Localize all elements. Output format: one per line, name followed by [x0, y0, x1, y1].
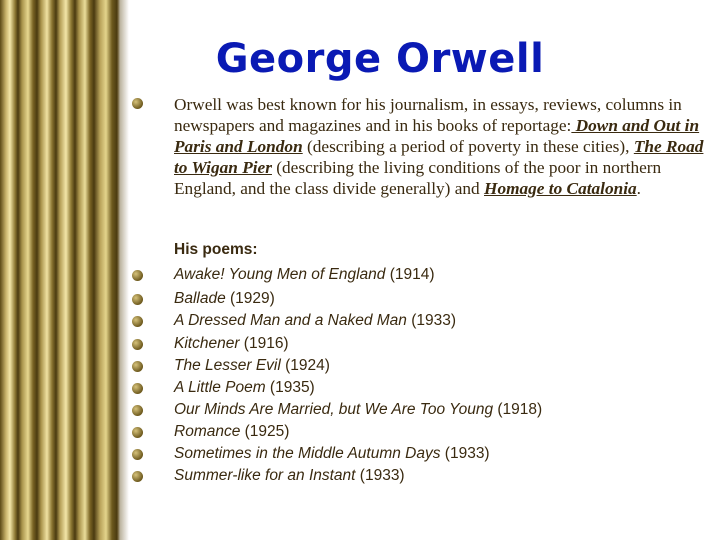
list-item — [174, 378, 315, 398]
list-item — [174, 311, 456, 331]
bullet-icon — [132, 339, 143, 350]
poem-year: (1924) — [280, 357, 330, 374]
poem-year: (1935) — [265, 379, 315, 396]
poem-year: (1918) — [493, 401, 543, 418]
intro-text: (describing a period of poverty in these cities), — [302, 137, 634, 156]
page-title: George Orwell — [215, 36, 545, 82]
link-homage-to-catalonia[interactable]: Homage to Catalonia — [484, 179, 637, 198]
link-down-and-out[interactable]: Down and Out in Paris and London — [174, 116, 700, 156]
bullet-icon — [132, 427, 143, 438]
bullet-icon — [132, 383, 143, 394]
poem-title: The Lesser Evil — [174, 357, 281, 374]
bullet-icon — [132, 294, 143, 305]
bullet-icon — [132, 405, 143, 416]
poem-year: (1933) — [440, 445, 490, 462]
poems-heading: His poems: — [174, 241, 258, 258]
poem-title: Sometimes in the Middle Autumn Days — [174, 445, 441, 462]
poem-title: Summer-like for an Instant — [174, 467, 356, 484]
list-item — [174, 356, 330, 376]
poem-year: (1916) — [239, 335, 289, 352]
list-item — [174, 444, 490, 464]
list-item — [174, 422, 289, 442]
poem-title: A Dressed Man and a Naked Man — [174, 312, 407, 329]
intro-text: (describing the living conditions of the poor in northern England, and the class divide generally) and — [174, 158, 662, 198]
link-road-to-wigan-pier[interactable]: The Road to Wigan Pier — [174, 137, 704, 177]
intro-text: Orwell was best known for his journalism, in essays, reviews, columns in newspapers and magazines and in his books of reportage: — [174, 95, 682, 135]
list-item — [174, 400, 542, 420]
poem-title: Awake! Young Men of England — [174, 266, 386, 283]
poem-title: A Little Poem — [174, 379, 266, 396]
bullet-icon — [132, 471, 143, 482]
poem-title: Kitchener — [174, 335, 240, 352]
poem-year: (1914) — [385, 266, 435, 283]
list-item — [174, 265, 435, 285]
bullet-icon — [132, 361, 143, 372]
decorative-gold-curtain-bar — [0, 0, 120, 540]
intro-text: . — [636, 179, 641, 198]
poem-year: (1929) — [225, 290, 275, 307]
list-item — [174, 466, 405, 486]
poem-year: (1925) — [240, 423, 290, 440]
poem-title: Ballade — [174, 290, 226, 307]
list-item — [174, 334, 289, 354]
curtain-shadow — [117, 0, 129, 540]
intro-paragraph — [174, 94, 704, 199]
poem-title: Romance — [174, 423, 241, 440]
poem-title: Our Minds Are Married, but We Are Too Young — [174, 401, 494, 418]
bullet-icon — [132, 449, 143, 460]
poem-year: (1933) — [355, 467, 405, 484]
bullet-icon — [132, 316, 143, 327]
list-item — [174, 289, 275, 309]
bullet-icon — [132, 98, 143, 109]
poem-year: (1933) — [406, 312, 457, 329]
bullet-icon — [132, 270, 143, 281]
